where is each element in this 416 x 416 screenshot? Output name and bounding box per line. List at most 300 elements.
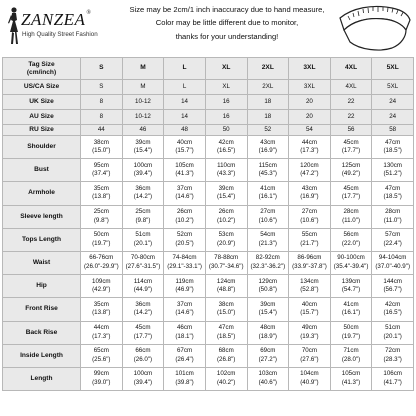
cm-value: 25cm — [135, 208, 151, 216]
size-header-cell: XL — [205, 58, 247, 80]
measure-cell — [330, 367, 372, 390]
cm-value: 47cm — [218, 324, 234, 331]
inch-value: (26.0") — [133, 355, 153, 363]
inch-value: (27.2") — [258, 355, 277, 363]
inch-value: (44.9") — [133, 286, 153, 294]
inch-value: (16.1") — [341, 309, 361, 317]
inch-value: (13.8") — [92, 309, 111, 317]
inch-value: (28.3") — [383, 355, 402, 363]
inch-value: (25.6") — [92, 355, 111, 363]
inch-value: (39.8") — [175, 378, 194, 386]
inch-value: (26.0"-29.9") — [83, 263, 119, 271]
inch-value: (18.5") — [383, 193, 402, 201]
measure-cell — [330, 205, 372, 228]
inch-value: (27.6") — [300, 355, 319, 363]
cm-value: 102cm — [216, 370, 236, 378]
cell-value: 14 — [164, 95, 206, 110]
cm-value: 72cm — [385, 347, 401, 355]
measure-cell — [372, 228, 414, 251]
measure-cell — [372, 321, 414, 344]
inch-value: (56.7") — [383, 286, 402, 294]
measure-cell — [81, 182, 123, 205]
inch-value: (21.7") — [300, 239, 319, 247]
cm-value: 68cm — [218, 347, 234, 355]
measure-cell — [289, 321, 331, 344]
measure-cell — [247, 275, 289, 298]
measure-cell — [330, 275, 372, 298]
cell-value: 16 — [205, 110, 247, 125]
inch-value: (15.4") — [133, 147, 153, 155]
cm-value: 54cm — [260, 231, 276, 239]
cell-value: 8 — [81, 110, 123, 125]
inch-value: (45.3") — [258, 170, 277, 178]
notice-line: Color may be little different due to monitor, — [155, 18, 299, 28]
cm-value: 37cm — [176, 184, 193, 192]
measure-cell — [289, 159, 331, 182]
cm-value: 42cm — [218, 138, 234, 146]
row-label: Sleeve length — [3, 205, 81, 228]
measure-cell — [205, 159, 247, 182]
measure-cell — [247, 367, 289, 390]
cm-value: 120cm — [300, 161, 319, 169]
notice-line: Size may be 2cm/1 inch inaccuracy due to hand measure, — [129, 5, 325, 14]
inch-value: (16.5") — [383, 309, 402, 317]
inch-value: (14.6") — [175, 193, 194, 201]
measure-row — [3, 275, 414, 298]
cm-value: 109cm — [92, 277, 111, 285]
size-row — [3, 80, 414, 95]
cm-value: 48cm — [260, 324, 276, 331]
cell-value: 56 — [330, 125, 372, 136]
cm-value: 124cm — [216, 277, 236, 285]
inch-value: (17.7") — [341, 193, 361, 201]
measure-cell — [164, 228, 206, 251]
inch-value: (9.8") — [93, 216, 109, 224]
inch-value: (47.2") — [300, 170, 319, 178]
row-label: Inside Length — [3, 344, 81, 367]
inch-value: (17.7") — [341, 147, 361, 155]
inch-value: (14.6") — [175, 309, 194, 317]
inch-value: (18.1") — [175, 332, 194, 340]
measure-cell — [247, 136, 289, 159]
measure-cell — [164, 275, 206, 298]
inch-value: (17.7") — [133, 332, 153, 340]
cm-value: 100cm — [133, 370, 153, 378]
inch-value: (28.0") — [341, 355, 361, 363]
cell-value: 24 — [372, 95, 414, 110]
cell-value: 58 — [372, 125, 414, 136]
cm-value: 106cm — [383, 370, 402, 378]
cell-value: 14 — [164, 110, 206, 125]
measure-row — [3, 367, 414, 390]
cm-value: 65cm — [93, 347, 109, 355]
cm-value: 46cm — [176, 324, 193, 331]
measure-cell — [164, 321, 206, 344]
inch-value: (26.8") — [217, 355, 236, 363]
measure-cell — [247, 205, 289, 228]
row-label: Tops Length — [3, 228, 81, 251]
measure-cell — [205, 344, 247, 367]
measure-cell — [247, 344, 289, 367]
measure-cell — [330, 136, 372, 159]
measure-cell — [247, 298, 289, 321]
cm-value: 67cm — [176, 347, 193, 355]
cm-value: 103cm — [258, 370, 278, 378]
measure-cell — [81, 159, 123, 182]
measure-cell — [205, 275, 247, 298]
measure-cell — [122, 182, 164, 205]
measure-cell — [372, 136, 414, 159]
measure-cell — [330, 344, 372, 367]
cm-value: 78-88cm — [214, 254, 239, 262]
cm-value: 99cm — [93, 370, 109, 378]
cell-value: 5XL — [372, 80, 414, 95]
inch-value: (20.5") — [175, 239, 194, 247]
measure-cell — [247, 159, 289, 182]
brand-logo — [3, 4, 109, 50]
row-label: Front Rise — [3, 298, 81, 321]
cm-value: 134cm — [300, 277, 319, 285]
size-header-row — [3, 58, 414, 80]
measure-cell — [330, 228, 372, 251]
inch-value: (39.4") — [133, 378, 153, 386]
inch-value: (18.9") — [258, 332, 277, 340]
inch-value: (37.0"-40.9") — [375, 263, 411, 271]
size-chart-table — [2, 57, 414, 391]
cm-value: 70-80cm — [130, 254, 155, 262]
tag-size-header — [3, 58, 81, 80]
cm-value: 53cm — [218, 231, 234, 239]
measure-cell — [289, 251, 331, 274]
measure-cell — [164, 182, 206, 205]
row-label: RU Size — [3, 125, 81, 136]
measure-cell — [372, 275, 414, 298]
inch-value: (20.9") — [217, 239, 236, 247]
cm-value: 95cm — [93, 161, 109, 169]
measure-row — [3, 182, 414, 205]
measure-cell — [81, 136, 123, 159]
size-row — [3, 110, 414, 125]
inch-value: (54.7") — [341, 286, 361, 294]
inch-value: (14.2") — [133, 193, 153, 201]
cm-value: 90-100cm — [337, 254, 365, 262]
cm-value: 57cm — [385, 231, 401, 239]
inch-value: (20.1") — [133, 239, 153, 247]
inch-value: (10.6") — [258, 216, 277, 224]
brand-tagline: High Quality Street Fashion — [22, 31, 98, 38]
cm-value: 42cm — [385, 300, 401, 308]
cm-value: 66-76cm — [89, 254, 114, 262]
inch-value: (42.9") — [92, 286, 111, 294]
inch-value: (19.7") — [92, 239, 111, 247]
size-header-cell: 4XL — [330, 58, 372, 80]
cm-value: 28cm — [343, 208, 359, 216]
inch-value: (41.7") — [383, 378, 402, 386]
row-label: Shoulder — [3, 136, 81, 159]
inch-value: (19.3") — [300, 332, 319, 340]
measure-cell — [122, 298, 164, 321]
measure-cell — [122, 136, 164, 159]
header — [0, 0, 416, 56]
inch-value: (27.6"-31.5") — [125, 263, 161, 271]
measure-cell — [164, 367, 206, 390]
measurement-notice — [128, 3, 326, 43]
measure-cell — [81, 251, 123, 274]
measure-cell — [164, 136, 206, 159]
inch-value: (30.7"-34.6") — [208, 263, 244, 271]
cell-value: 18 — [247, 95, 289, 110]
measure-row — [3, 251, 414, 274]
measure-row — [3, 298, 414, 321]
measure-cell — [122, 251, 164, 274]
cm-value: 47cm — [385, 184, 401, 192]
inch-value: (11.0") — [383, 216, 402, 224]
measure-cell — [81, 228, 123, 251]
cm-value: 26cm — [176, 208, 193, 216]
size-row — [3, 95, 414, 110]
measure-cell — [247, 251, 289, 274]
cell-value: XL — [205, 80, 247, 95]
inch-value: (43.3") — [217, 170, 236, 178]
measure-cell — [164, 251, 206, 274]
cell-value: 8 — [81, 95, 123, 110]
measure-cell — [330, 298, 372, 321]
cm-value: 40cm — [301, 300, 317, 308]
inch-value: (46.9") — [175, 286, 194, 294]
tag-size-header-line: (cm/inch) — [26, 68, 57, 76]
measure-cell — [205, 321, 247, 344]
measure-cell — [372, 251, 414, 274]
measure-cell — [164, 344, 206, 367]
cm-value: 104cm — [300, 370, 319, 378]
measure-cell — [205, 251, 247, 274]
cm-value: 36cm — [135, 184, 151, 192]
cm-value: 43cm — [301, 184, 317, 192]
inch-value: (9.8") — [135, 216, 151, 224]
measure-cell — [289, 367, 331, 390]
measure-cell — [289, 205, 331, 228]
cm-value: 45cm — [343, 138, 359, 146]
cm-value: 39cm — [135, 138, 151, 146]
inch-value: (20.1") — [383, 332, 402, 340]
inch-value: (26.4") — [175, 355, 194, 363]
row-label: UK Size — [3, 95, 81, 110]
cm-value: 130cm — [383, 161, 402, 169]
inch-value: (16.9") — [300, 193, 319, 201]
brand-name: ZANZEA® — [21, 10, 92, 29]
inch-value: (11.0") — [342, 216, 361, 224]
measure-cell — [205, 228, 247, 251]
measure-cell — [330, 159, 372, 182]
cell-value: 44 — [81, 125, 123, 136]
measure-row — [3, 344, 414, 367]
measure-cell — [330, 321, 372, 344]
cm-value: 45cm — [343, 184, 359, 192]
inch-value: (40.9") — [300, 378, 319, 386]
measure-cell — [247, 321, 289, 344]
cm-value: 43cm — [260, 138, 276, 146]
inch-value: (17.3") — [300, 147, 319, 155]
cm-value: 41cm — [260, 184, 276, 192]
inch-value: (37.4") — [92, 170, 111, 178]
cell-value: 50 — [205, 125, 247, 136]
woman-figure-icon — [5, 6, 21, 46]
measure-cell — [289, 298, 331, 321]
measure-cell — [247, 182, 289, 205]
measure-cell — [372, 367, 414, 390]
measure-cell — [372, 205, 414, 228]
row-label: Armhole — [3, 182, 81, 205]
size-header-cell: 2XL — [247, 58, 289, 80]
cell-value: 3XL — [289, 80, 331, 95]
measure-cell — [81, 205, 123, 228]
cm-value: 86-96cm — [297, 254, 322, 262]
measure-cell — [81, 367, 123, 390]
cm-value: 37cm — [176, 300, 193, 308]
cm-value: 50cm — [93, 231, 109, 239]
measure-cell — [81, 321, 123, 344]
measure-cell — [164, 205, 206, 228]
inch-value: (35.4"-39.4") — [333, 263, 369, 271]
measure-cell — [289, 136, 331, 159]
cm-value: 129cm — [258, 277, 278, 285]
cm-value: 105cm — [175, 161, 194, 169]
cm-value: 94-104cm — [378, 254, 407, 262]
inch-value: (16.9") — [258, 147, 277, 155]
cell-value: 18 — [247, 110, 289, 125]
cm-value: 100cm — [133, 161, 153, 169]
cm-value: 70cm — [301, 347, 317, 355]
cell-value: 20 — [289, 95, 331, 110]
cm-value: 27cm — [301, 208, 317, 216]
cm-value: 36cm — [135, 300, 151, 308]
cell-value: M — [122, 80, 164, 95]
cm-value: 49cm — [301, 324, 317, 331]
inch-value: (39.4") — [133, 170, 153, 178]
cm-value: 52cm — [176, 231, 193, 239]
cell-value: 46 — [122, 125, 164, 136]
cm-value: 125cm — [341, 161, 361, 169]
registered-mark: ® — [86, 10, 92, 16]
measure-cell — [81, 275, 123, 298]
cm-value: 105cm — [341, 370, 361, 378]
measure-cell — [122, 367, 164, 390]
measure-row — [3, 228, 414, 251]
cell-value: 48 — [164, 125, 206, 136]
inch-value: (22.4") — [383, 239, 402, 247]
cell-value: 20 — [289, 110, 331, 125]
measure-cell — [330, 182, 372, 205]
measure-cell — [289, 182, 331, 205]
cm-value: 38cm — [218, 300, 234, 308]
cm-value: 26cm — [218, 208, 234, 216]
inch-value: (10.6") — [300, 216, 319, 224]
inch-value: (15.4") — [258, 309, 277, 317]
cm-value: 35cm — [93, 184, 109, 192]
inch-value: (14.2") — [133, 309, 153, 317]
measure-cell — [289, 344, 331, 367]
measure-cell — [122, 321, 164, 344]
cell-value: 52 — [247, 125, 289, 136]
size-row — [3, 125, 414, 136]
cell-value: S — [81, 80, 123, 95]
size-header-cell: 3XL — [289, 58, 331, 80]
inch-value: (39.0") — [92, 378, 111, 386]
cm-value: 38cm — [93, 138, 109, 146]
size-header-cell: L — [164, 58, 206, 80]
inch-value: (40.6") — [258, 378, 277, 386]
cell-value: 2XL — [247, 80, 289, 95]
cm-value: 47cm — [385, 138, 401, 146]
cm-value: 35cm — [93, 300, 109, 308]
inch-value: (10.2") — [217, 216, 236, 224]
row-label: Hip — [3, 275, 81, 298]
cm-value: 69cm — [260, 347, 276, 355]
measure-cell — [372, 182, 414, 205]
row-label: Waist — [3, 251, 81, 274]
row-label: Bust — [3, 159, 81, 182]
inch-value: (18.5") — [217, 332, 236, 340]
inch-value: (15.4") — [217, 193, 236, 201]
inch-value: (22.0") — [341, 239, 361, 247]
measure-cell — [122, 205, 164, 228]
measure-cell — [247, 228, 289, 251]
measure-cell — [372, 159, 414, 182]
inch-value: (16.1") — [258, 193, 277, 201]
cm-value: 28cm — [385, 208, 401, 216]
inch-value: (17.3") — [92, 332, 111, 340]
cm-value: 44cm — [301, 138, 317, 146]
measure-cell — [205, 367, 247, 390]
cell-value: 10-12 — [122, 95, 164, 110]
cell-value: 54 — [289, 125, 331, 136]
measure-cell — [372, 298, 414, 321]
inch-value: (32.3"-36.2") — [250, 263, 286, 271]
measure-row — [3, 159, 414, 182]
measure-cell — [122, 159, 164, 182]
inch-value: (51.2") — [383, 170, 402, 178]
cm-value: 56cm — [343, 231, 359, 239]
cm-value: 119cm — [175, 277, 194, 285]
cm-value: 41cm — [343, 300, 359, 308]
measure-cell — [164, 298, 206, 321]
cell-value: 10-12 — [122, 110, 164, 125]
inch-value: (15.7") — [300, 309, 319, 317]
inch-value: (49.2") — [341, 170, 361, 178]
measure-cell — [164, 159, 206, 182]
inch-value: (40.2") — [217, 378, 236, 386]
row-label: US/CA Size — [3, 80, 81, 95]
cm-value: 39cm — [218, 184, 234, 192]
inch-value: (50.8") — [258, 286, 277, 294]
inch-value: (15.7") — [175, 147, 194, 155]
cell-value: 24 — [372, 110, 414, 125]
cm-value: 55cm — [301, 231, 317, 239]
cell-value: 4XL — [330, 80, 372, 95]
measure-cell — [81, 344, 123, 367]
measure-cell — [122, 275, 164, 298]
notice-line: thanks for your understanding! — [175, 31, 279, 41]
tag-size-header-line: Tag Size — [28, 60, 55, 68]
inch-value: (21.3") — [258, 239, 277, 247]
inch-value: (19.7") — [341, 332, 361, 340]
measure-cell — [122, 228, 164, 251]
cm-value: 82-92cm — [255, 254, 280, 262]
cm-value: 110cm — [217, 161, 236, 169]
cm-value: 44cm — [93, 324, 109, 331]
inch-value: (18.5") — [383, 147, 402, 155]
measure-row — [3, 136, 414, 159]
